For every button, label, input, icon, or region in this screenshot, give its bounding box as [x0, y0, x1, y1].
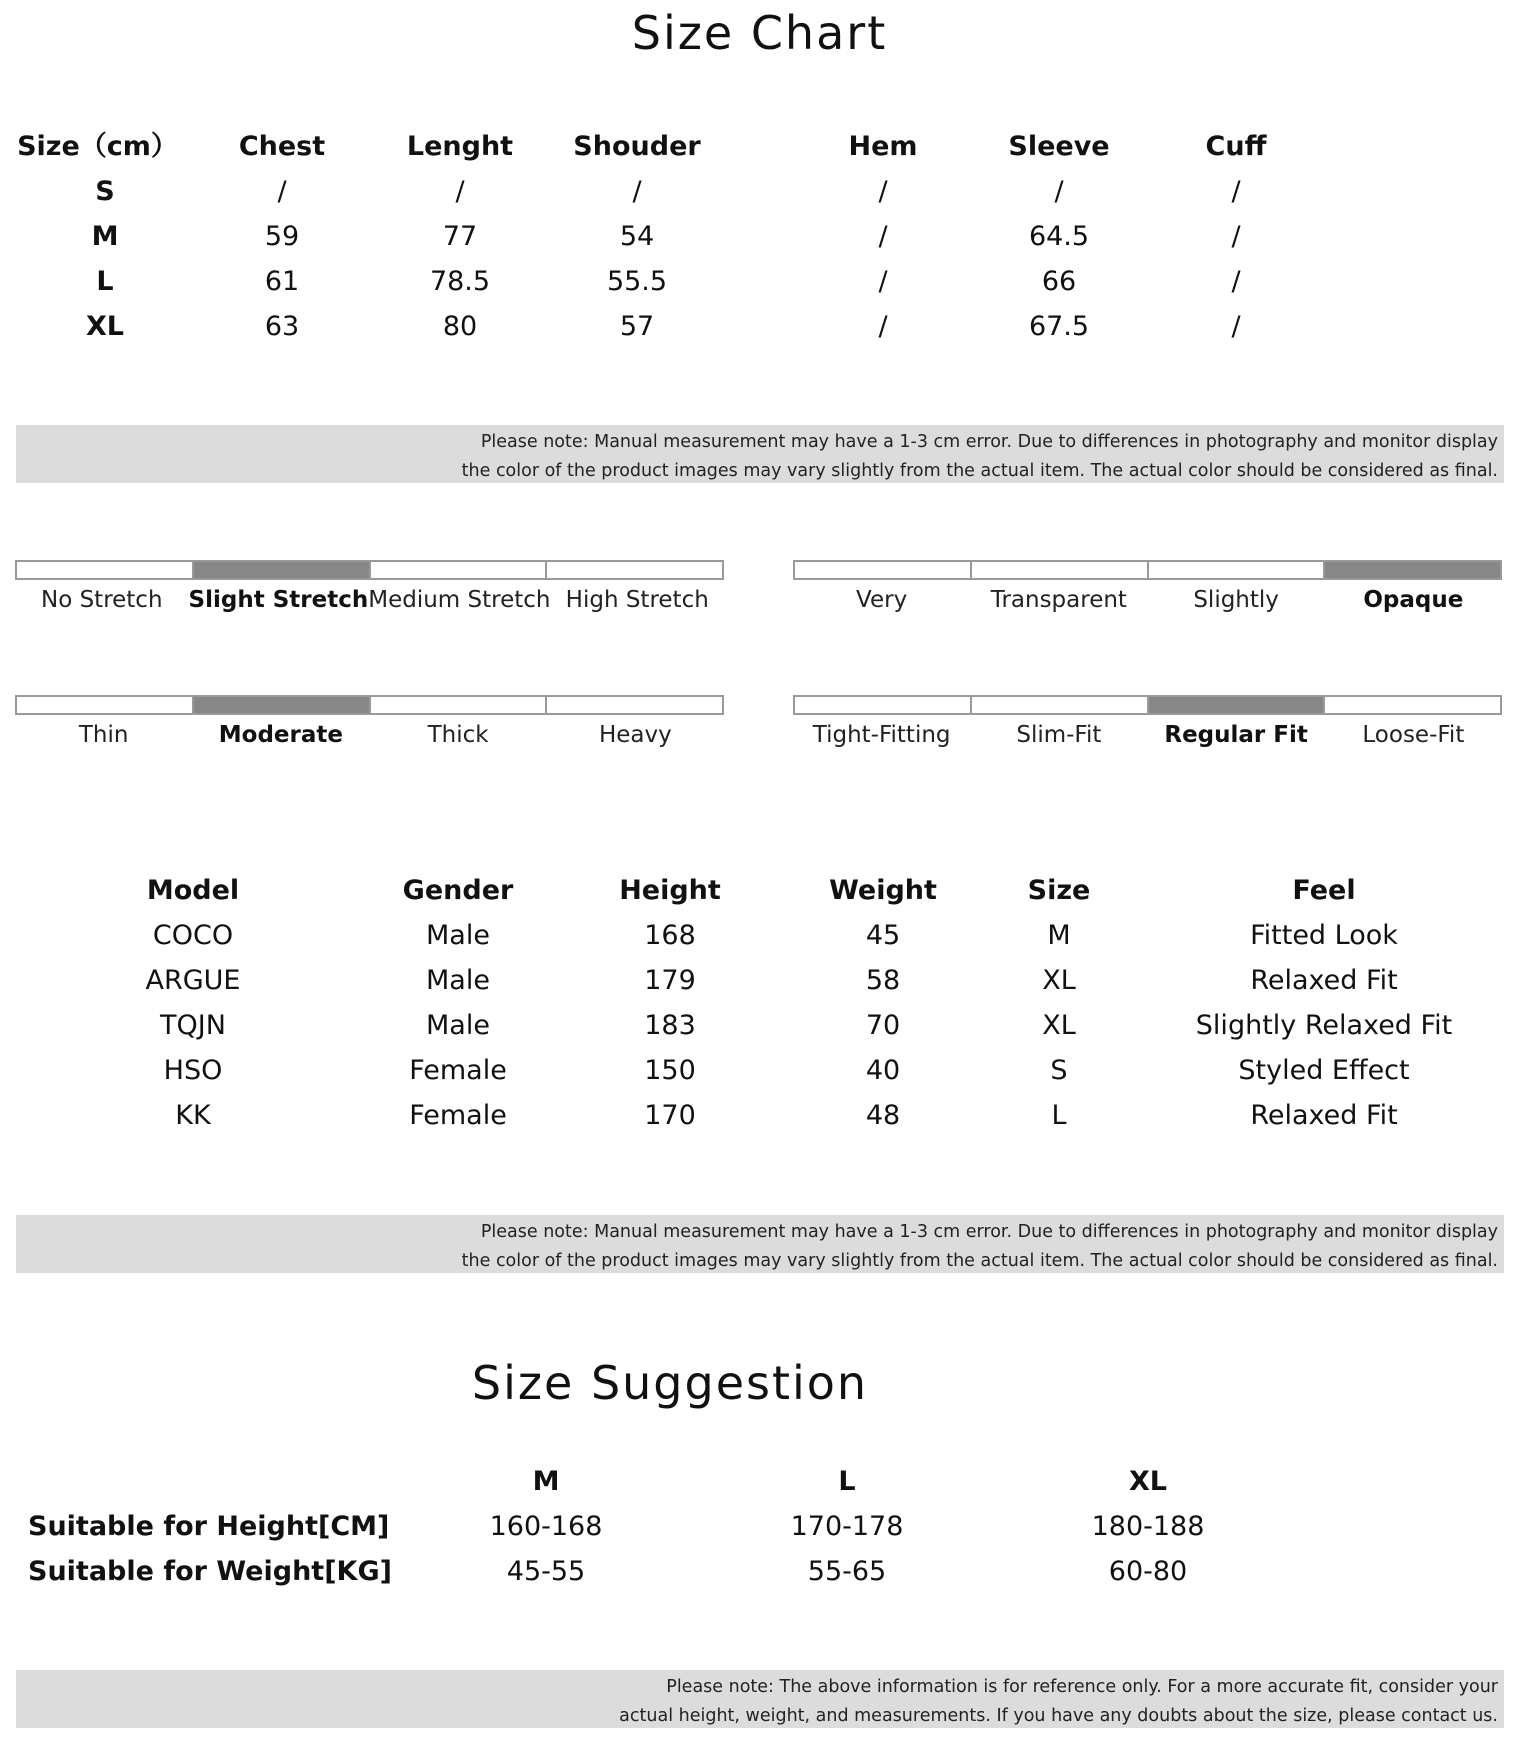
scale-label: Transparent: [990, 587, 1127, 613]
table-cell: 58: [865, 965, 901, 996]
scale-label: Thin: [78, 722, 129, 748]
table-cell: 45: [865, 920, 901, 951]
table-cell: 168: [644, 920, 696, 951]
size-cell: S: [95, 176, 115, 207]
table-cell: XL: [1042, 965, 1076, 996]
column-header-sleeve: Sleeve: [1008, 131, 1110, 162]
table-cell: /: [1231, 311, 1241, 342]
scale-label: Medium Stretch: [368, 587, 551, 613]
scale-segment: [1149, 562, 1326, 578]
table-cell: L: [1051, 1100, 1067, 1131]
table-cell: 183: [644, 1010, 696, 1041]
table-cell: XL: [1042, 1010, 1076, 1041]
scale-segment: [795, 562, 972, 578]
column-header-model: Model: [146, 875, 240, 906]
scale-label: Heavy: [598, 722, 672, 748]
scale-segment: [972, 562, 1149, 578]
column-header-m: M: [532, 1466, 560, 1497]
note-line: Please note: Manual measurement may have a 1-3 cm error. Due to differences in photography and monitor display: [480, 432, 1498, 452]
table-cell: S: [1050, 1055, 1068, 1086]
scale-label: Slim-Fit: [1016, 722, 1102, 748]
table-cell: 48: [865, 1100, 901, 1131]
column-header-height: Height: [619, 875, 721, 906]
column-header-hem: Hem: [848, 131, 918, 162]
height-row-label: Suitable for Height[CM]: [28, 1511, 390, 1542]
column-header-weight: Weight: [829, 875, 937, 906]
table-cell: 40: [865, 1055, 901, 1086]
scale-label: Very: [856, 587, 908, 613]
scale-label-selected: Regular Fit: [1164, 722, 1308, 748]
measurement-note-2: [16, 1215, 1504, 1273]
scale-segment-selected: [194, 697, 371, 713]
scale-segment: [371, 697, 548, 713]
scale-segment: [547, 697, 722, 713]
table-cell: Male: [426, 1010, 490, 1041]
table-cell: 77: [442, 221, 478, 252]
table-cell: 80: [442, 311, 478, 342]
table-cell: 78.5: [429, 266, 491, 297]
table-cell: 55.5: [606, 266, 668, 297]
scale-segment: [795, 697, 972, 713]
table-row: [0, 215, 1519, 259]
column-header-feel: Feel: [1292, 875, 1356, 906]
scale-label-selected: Slight Stretch: [188, 587, 369, 613]
table-cell: 55-65: [807, 1556, 887, 1587]
transparency-scale-bar: [793, 560, 1502, 580]
scale-label-selected: Opaque: [1363, 587, 1464, 613]
column-header-chest: Chest: [238, 131, 326, 162]
measurement-note-1: [16, 425, 1504, 483]
table-row: [0, 1505, 1519, 1549]
table-cell: /: [1231, 266, 1241, 297]
table-cell: Male: [426, 965, 490, 996]
table-row: [0, 260, 1519, 304]
size-suggestion-header-row: [0, 1460, 1519, 1504]
table-cell: Relaxed Fit: [1250, 1100, 1398, 1131]
note-line: the color of the product images may vary slightly from the actual item. The actual color should be considered as final.: [461, 461, 1498, 481]
table-cell: 70: [865, 1010, 901, 1041]
scale-label: Loose-Fit: [1362, 722, 1465, 748]
scale-label: Thick: [427, 722, 489, 748]
table-cell: Fitted Look: [1250, 920, 1398, 951]
reference-note: [16, 1670, 1504, 1728]
table-row: [0, 1550, 1519, 1594]
transparency-scale: [793, 560, 1502, 620]
column-header-cuff: Cuff: [1205, 131, 1267, 162]
table-cell: /: [455, 176, 465, 207]
table-cell: KK: [175, 1100, 211, 1131]
table-cell: 61: [264, 266, 300, 297]
table-cell: 64.5: [1028, 221, 1090, 252]
table-row: [0, 305, 1519, 349]
stretch-scale-bar: [15, 560, 724, 580]
scale-segment: [972, 697, 1149, 713]
scale-segment: [17, 697, 194, 713]
fit-scale-bar: [793, 695, 1502, 715]
thickness-scale: [15, 695, 724, 755]
size-suggestion-title: Size Suggestion: [471, 1356, 869, 1410]
weight-row-label: Suitable for Weight[KG]: [28, 1556, 392, 1587]
table-cell: 57: [619, 311, 655, 342]
scale-segment: [17, 562, 194, 578]
table-cell: HSO: [163, 1055, 223, 1086]
table-cell: 60-80: [1108, 1556, 1188, 1587]
column-header-size: Size（cm）: [17, 131, 178, 162]
table-cell: /: [878, 311, 888, 342]
table-cell: 67.5: [1028, 311, 1090, 342]
table-cell: /: [632, 176, 642, 207]
scale-label: Slightly: [1193, 587, 1279, 613]
table-cell: /: [878, 176, 888, 207]
table-cell: 45-55: [506, 1556, 586, 1587]
table-cell: 179: [644, 965, 696, 996]
column-header-length: Lenght: [406, 131, 514, 162]
stretch-scale: [15, 560, 724, 620]
table-row: [0, 914, 1519, 958]
table-cell: 63: [264, 311, 300, 342]
column-header-shoulder: Shouder: [573, 131, 701, 162]
size-cell: M: [91, 221, 119, 252]
table-cell: Male: [426, 920, 490, 951]
table-cell: Slightly Relaxed Fit: [1195, 1010, 1453, 1041]
table-cell: COCO: [152, 920, 234, 951]
table-cell: /: [878, 266, 888, 297]
table-cell: ARGUE: [145, 965, 241, 996]
model-table-header-row: [0, 869, 1519, 913]
scale-segment-selected: [1325, 562, 1500, 578]
table-cell: Female: [409, 1055, 507, 1086]
table-cell: 170-178: [790, 1511, 904, 1542]
table-cell: Styled Effect: [1238, 1055, 1410, 1086]
table-cell: /: [1054, 176, 1064, 207]
scale-segment: [1325, 697, 1500, 713]
scale-label-selected: Moderate: [218, 722, 343, 748]
scale-segment-selected: [1149, 697, 1326, 713]
table-cell: 170: [644, 1100, 696, 1131]
table-cell: TQJN: [160, 1010, 226, 1041]
table-row: [0, 1049, 1519, 1093]
scale-label: Tight-Fitting: [812, 722, 951, 748]
scale-label: High Stretch: [565, 587, 709, 613]
note-line: the color of the product images may vary slightly from the actual item. The actual color should be considered as final.: [461, 1251, 1498, 1271]
table-cell: 54: [619, 221, 655, 252]
column-header-l: L: [838, 1466, 856, 1497]
table-row: [0, 1004, 1519, 1048]
table-cell: 66: [1041, 266, 1077, 297]
table-cell: /: [1231, 221, 1241, 252]
table-cell: /: [277, 176, 287, 207]
note-line: Please note: The above information is for reference only. For a more accurate fit, consider your: [666, 1677, 1498, 1697]
scale-label: No Stretch: [40, 587, 163, 613]
table-cell: /: [1231, 176, 1241, 207]
scale-segment: [547, 562, 722, 578]
table-cell: /: [878, 221, 888, 252]
note-line: actual height, weight, and measurements. If you have any doubts about the size, please contact us.: [619, 1706, 1498, 1726]
table-cell: 150: [644, 1055, 696, 1086]
thickness-scale-bar: [15, 695, 724, 715]
size-chart-header-row: [0, 125, 1519, 169]
size-cell: XL: [85, 311, 125, 342]
column-header-xl: XL: [1128, 1466, 1168, 1497]
table-cell: M: [1047, 920, 1071, 951]
size-chart-title: Size Chart: [631, 6, 888, 60]
table-cell: 59: [264, 221, 300, 252]
table-cell: Female: [409, 1100, 507, 1131]
fit-scale: [793, 695, 1502, 755]
size-cell: L: [96, 266, 114, 297]
table-row: [0, 959, 1519, 1003]
table-cell: 160-168: [489, 1511, 603, 1542]
table-cell: 180-188: [1091, 1511, 1205, 1542]
table-row: [0, 170, 1519, 214]
column-header-gender: Gender: [402, 875, 514, 906]
note-line: Please note: Manual measurement may have a 1-3 cm error. Due to differences in photography and monitor display: [480, 1222, 1498, 1242]
column-header-size: Size: [1027, 875, 1091, 906]
table-cell: Relaxed Fit: [1250, 965, 1398, 996]
scale-segment: [371, 562, 548, 578]
scale-segment-selected: [194, 562, 371, 578]
table-row: [0, 1094, 1519, 1138]
